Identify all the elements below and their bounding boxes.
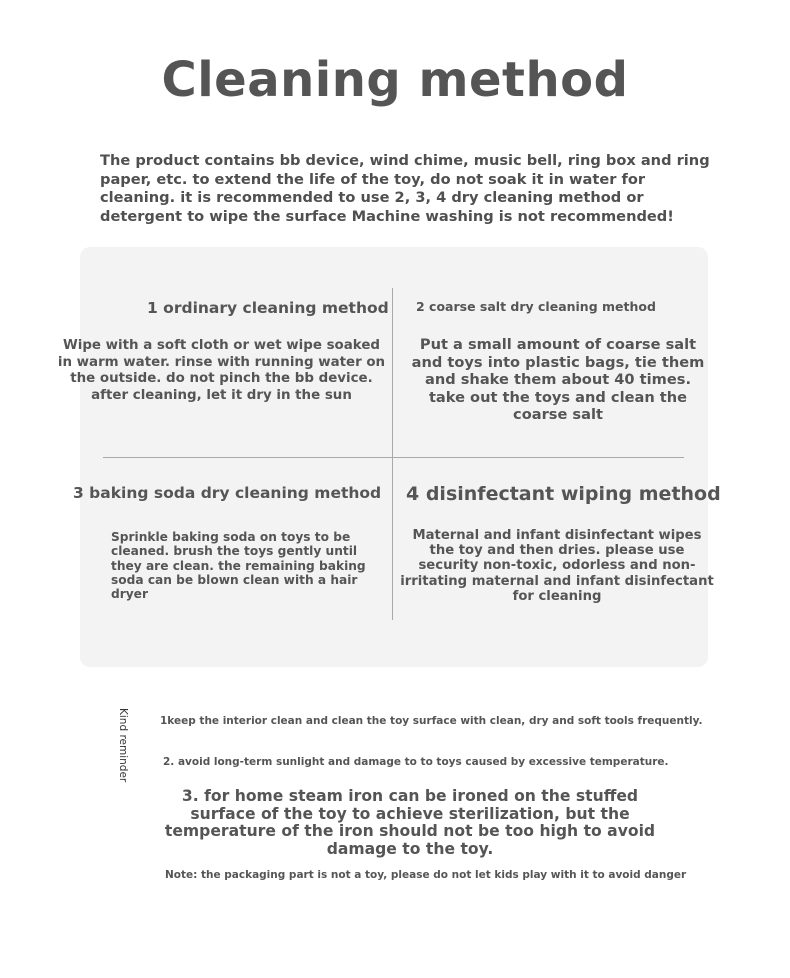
- method-3-body: Sprinkle baking soda on toys to be cleaned. brush the toys gently until they are clean. the remaining baking soda can be blown clean with a hair dryer: [111, 530, 366, 602]
- reminder-label: Kind reminder: [117, 708, 129, 783]
- vertical-divider: [392, 288, 393, 620]
- method-4-body: Maternal and infant disinfectant wipes the toy and then dries. please use security non-toxic, odorless and non-irritating maternal and infant disinfectant for cleaning: [400, 528, 714, 604]
- reminder-item-3: 3. for home steam iron can be ironed on the stuffed surface of the toy to achieve sterilization, but the temperature of the iron should not be too high to avoid damage to the toy.: [164, 787, 656, 858]
- intro-paragraph: The product contains bb device, wind chime, music bell, ring box and ring paper, etc. to extend the life of the toy, do not soak it in water for cleaning. it is recommended to use 2, 3, 4 dry cleaning method or detergent to wipe the surface Machine washing is not recommended!: [100, 152, 710, 225]
- reminder-item-2: 2. avoid long-term sunlight and damage to to toys caused by excessive temperature.: [163, 756, 669, 768]
- method-2-body: Put a small amount of coarse salt and toys into plastic bags, tie them and shake them about 40 times. take out the toys and clean the coarse salt: [411, 336, 705, 423]
- method-4-title: 4 disinfectant wiping method: [406, 483, 721, 505]
- method-1-body: Wipe with a soft cloth or wet wipe soaked in warm water. rinse with running water on the outside. do not pinch the bb device. after cleaning, let it dry in the sun: [57, 338, 386, 403]
- page-title: Cleaning method: [161, 52, 629, 108]
- method-1-title: 1 ordinary cleaning method: [147, 299, 389, 317]
- packaging-note: Note: the packaging part is not a toy, please do not let kids play with it to avoid danger: [165, 869, 687, 881]
- method-2-title: 2 coarse salt dry cleaning method: [416, 299, 656, 314]
- method-3-title: 3 baking soda dry cleaning method: [73, 484, 382, 502]
- horizontal-divider: [103, 457, 684, 458]
- reminder-item-1: 1keep the interior clean and clean the toy surface with clean, dry and soft tools frequently.: [160, 715, 703, 727]
